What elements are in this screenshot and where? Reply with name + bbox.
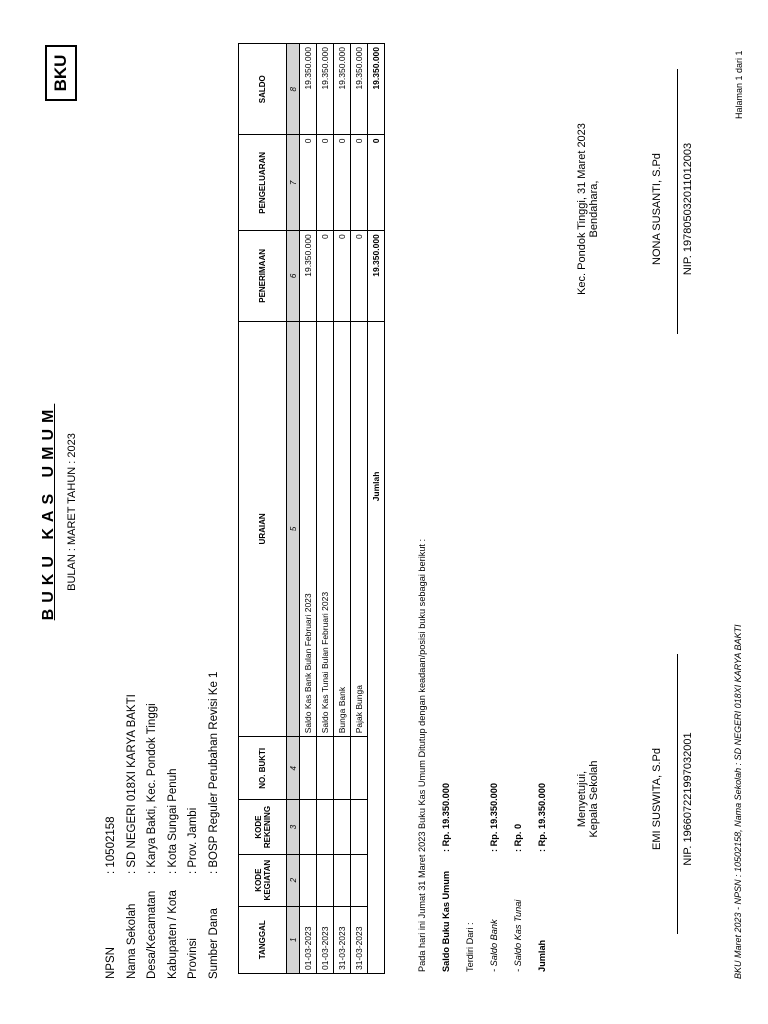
treasurer-title: Bendahara,	[588, 180, 600, 238]
cell-uraian: Saldo Kas Bank Bulan Februari 2023	[300, 321, 317, 737]
info-row	[183, 672, 204, 979]
table-row	[317, 44, 334, 974]
total-row	[368, 44, 385, 974]
info-row	[142, 672, 163, 979]
table-row	[300, 44, 317, 974]
bank-row	[482, 539, 506, 972]
cell-uraian: Pajak Bunga	[351, 321, 368, 737]
document-title: BUKU KAS UMUM	[40, 403, 57, 621]
info-row	[204, 672, 225, 979]
footer-info: BKU Maret 2023 - NPSN : 10502158, Nama Sekolah : SD NEGERI 018XI KARYA BAKTI	[733, 624, 743, 979]
cell-kode-kegiatan	[300, 854, 317, 906]
page-number: Halaman 1 dari 1	[734, 50, 744, 119]
cell-kode-rekening	[351, 800, 368, 854]
approver-name: EMI SUSWITA, S.Pd	[651, 748, 663, 850]
closing-intro: Pada hari ini Jumat 31 Maret 2023 Buku Kas Umum Ditutup dengan keadaan/posisi buku sebagai berikut :	[417, 538, 427, 972]
column-number: 8	[287, 44, 300, 135]
info-value: : SD NEGERI 018XI KARYA BAKTI	[125, 694, 138, 874]
cell-kode-rekening	[317, 800, 334, 854]
table-row	[351, 44, 368, 974]
cell-penerimaan: 0	[317, 231, 334, 321]
cell-saldo: 19.350.000	[317, 44, 334, 135]
terdiri-label: Terdiri Dari :	[465, 922, 475, 972]
cell-saldo: 19.350.000	[334, 44, 351, 135]
cell-no-bukti	[317, 737, 334, 800]
approver-signature	[576, 674, 600, 924]
total-penerimaan: 19.350.000	[368, 231, 385, 321]
cell-kode-kegiatan	[317, 854, 334, 906]
treasurer-signature	[576, 84, 600, 334]
total-saldo: 19.350.000	[368, 44, 385, 135]
bku-badge: BKU	[45, 45, 77, 101]
document-subtitle: BULAN : MARET TAHUN : 2023	[66, 433, 78, 591]
column-number: 2	[287, 854, 300, 906]
cell-no-bukti	[334, 737, 351, 800]
cell-pengeluaran: 0	[300, 135, 317, 231]
total-pengeluaran: 0	[368, 135, 385, 231]
saldo-label: Saldo Buku Kas Umum	[441, 870, 451, 972]
cell-penerimaan: 19.350.000	[300, 231, 317, 321]
cell-kode-kegiatan	[334, 854, 351, 906]
cell-no-bukti	[300, 737, 317, 800]
column-number: 6	[287, 231, 300, 321]
info-row	[163, 672, 184, 979]
approver-caption: Menyetujui,	[576, 770, 588, 828]
info-label: Kabupaten / Kota	[166, 890, 179, 979]
cell-pengeluaran: 0	[317, 135, 334, 231]
col-header-kode-kegiatan: KODE KEGIATAN	[239, 854, 287, 906]
column-number: 4	[287, 737, 300, 800]
treasurer-nip: NIP. 197805032011012003	[682, 142, 694, 276]
col-header-uraian: URAIAN	[239, 321, 287, 737]
cell-saldo: 19.350.000	[351, 44, 368, 135]
cell-pengeluaran: 0	[334, 135, 351, 231]
column-number: 7	[287, 135, 300, 231]
cell-tanggal: 31-03-2023	[334, 906, 351, 973]
info-value: : Kota Sungai Penuh	[166, 768, 179, 874]
column-number-row	[287, 44, 300, 974]
school-info	[101, 672, 224, 979]
cell-no-bukti	[351, 737, 368, 800]
info-row	[101, 672, 122, 979]
col-header-tanggal: TANGGAL	[239, 906, 287, 973]
saldo-value: : Rp. 19.350.000	[441, 783, 451, 852]
col-header-pengeluaran: PENGELUARAN	[239, 135, 287, 231]
tunai-label: - Saldo Kas Tunai	[513, 899, 523, 972]
cell-pengeluaran: 0	[351, 135, 368, 231]
tunai-row	[506, 539, 530, 972]
column-number: 5	[287, 321, 300, 737]
cell-kode-rekening	[300, 800, 317, 854]
info-value: : 10502158	[105, 816, 117, 874]
column-number: 3	[287, 800, 300, 854]
cell-saldo: 19.350.000	[300, 44, 317, 135]
table-row	[334, 44, 351, 974]
bank-value: : Rp. 19.350.000	[489, 783, 499, 852]
cell-kode-kegiatan	[351, 854, 368, 906]
cell-tanggal: 01-03-2023	[300, 906, 317, 973]
jumlah-label: Jumlah	[537, 939, 547, 972]
saldo-row	[434, 539, 458, 972]
table-header-row	[239, 44, 287, 974]
cell-kode-rekening	[334, 800, 351, 854]
tunai-value: : Rp. 0	[513, 823, 523, 852]
info-label: Nama Sekolah	[125, 903, 138, 979]
col-header-kode-rekening: KODE REKENING	[239, 800, 287, 854]
column-number: 1	[287, 906, 300, 973]
treasurer-date: Kec. Pondok Tinggi, 31 Maret 2023	[576, 123, 588, 295]
info-value: : Prov. Jambi	[187, 807, 199, 874]
cell-tanggal: 31-03-2023	[351, 906, 368, 973]
info-label: Sumber Dana	[207, 908, 220, 979]
cell-tanggal: 01-03-2023	[317, 906, 334, 973]
jumlah-value: : Rp. 19.350.000	[537, 783, 547, 852]
info-value: : BOSP Reguler Perubahan Revisi Ke 1	[207, 671, 220, 874]
signature-line	[677, 69, 678, 334]
cell-uraian: Saldo Kas Tunai Bulan Februari 2023	[317, 321, 334, 737]
col-header-penerimaan: PENERIMAAN	[239, 231, 287, 321]
closing-summary	[410, 539, 554, 972]
bku-table	[238, 43, 385, 974]
total-label: Jumlah	[368, 321, 385, 973]
jumlah-row	[530, 539, 554, 972]
bank-label: - Saldo Bank	[489, 919, 499, 972]
col-header-no-bukti: NO. BUKTI	[239, 737, 287, 800]
info-label: Desa/Kecamatan	[146, 890, 158, 979]
cell-uraian: Bunga Bank	[334, 321, 351, 737]
signature-line	[677, 654, 678, 934]
col-header-saldo: SALDO	[239, 44, 287, 135]
cell-penerimaan: 0	[334, 231, 351, 321]
approver-nip: NIP. 196607221997032001	[682, 732, 694, 866]
treasurer-name: NONA SUSANTI, S.Pd	[651, 153, 663, 265]
info-label: Provinsi	[187, 938, 199, 979]
cell-penerimaan: 0	[351, 231, 368, 321]
info-value: : Karya Bakti, Kec. Pondok Tinggi	[146, 703, 158, 874]
info-row	[122, 672, 143, 979]
approver-title: Kepala Sekolah	[588, 760, 600, 838]
info-label: NPSN	[105, 947, 117, 979]
